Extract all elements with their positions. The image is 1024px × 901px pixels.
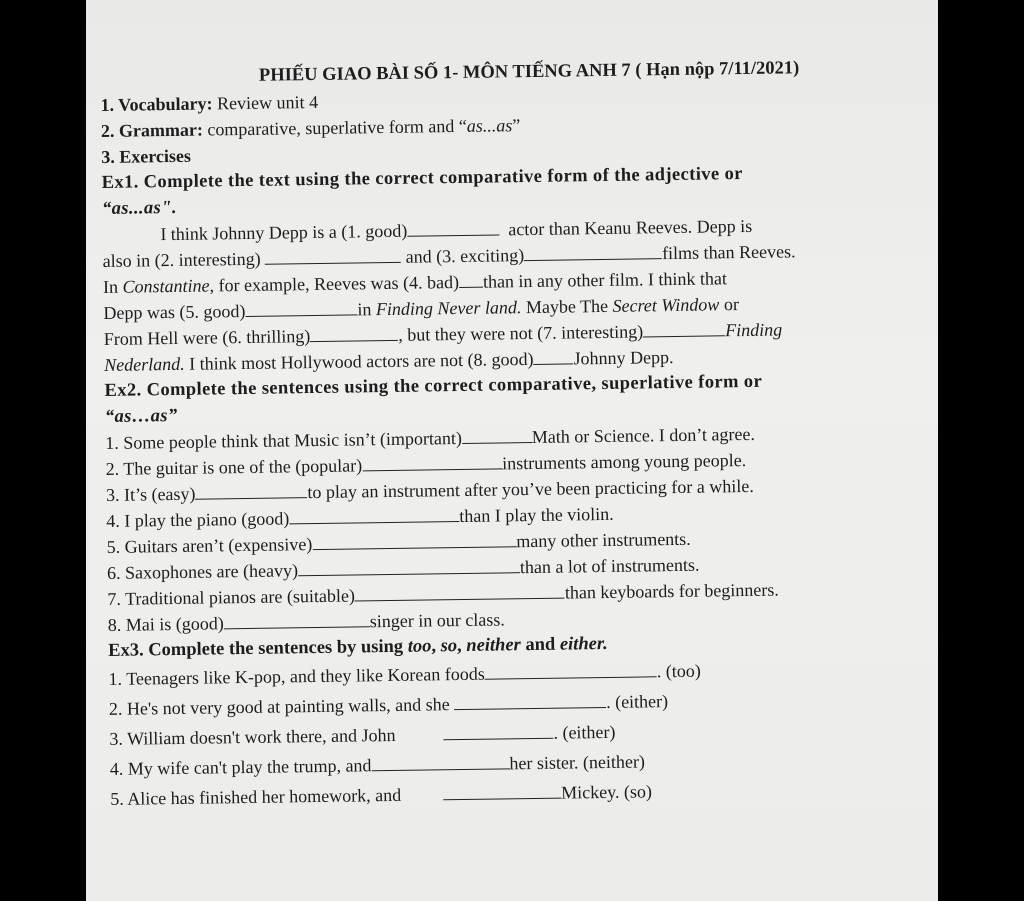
ex1-text: for example, Reeves was (4. bad): [213, 272, 460, 296]
ex2-heading: Ex2. Complete the sentences using the correct comparative, superlative form or: [104, 371, 763, 401]
ex1-text: I think most Hollywood actors are not (8. good): [184, 348, 534, 374]
ex3-item-prompt: 2. He's not very good at painting walls, and she: [108, 694, 455, 719]
ex2-item-rest: singer in our class.: [369, 609, 505, 632]
ex3-heading-word: neither: [466, 635, 521, 656]
ex1-film-title: Finding: [725, 319, 783, 341]
answer-blank[interactable]: [485, 662, 657, 679]
answer-blank-5[interactable]: [245, 300, 357, 317]
ex1-text: Depp was (5. good): [103, 300, 246, 323]
ex1-text: in: [357, 299, 377, 320]
vocabulary-text: Review unit 4: [212, 91, 319, 114]
ex1-text: than in any other film. I think that: [482, 268, 728, 292]
grammar-asas: as...as: [466, 115, 513, 136]
ex2-heading-asas: “as…as”: [104, 405, 178, 427]
answer-blank[interactable]: [443, 724, 553, 741]
ex2-item-rest: to play an instrument after you’ve been practicing for a while.: [307, 475, 754, 503]
ex1-text: I think Johnny Depp is a (1. good): [160, 220, 408, 245]
answer-blank[interactable]: [289, 507, 459, 524]
answer-blank[interactable]: [443, 784, 561, 801]
ex3-heading-text: and: [520, 634, 561, 656]
answer-blank[interactable]: [312, 532, 516, 550]
answer-blank[interactable]: [454, 693, 606, 710]
ex3-item-prompt: 3. William doesn't work there, and John: [109, 724, 396, 749]
ex1-heading-asas: “as...as".: [101, 197, 178, 219]
ex3-heading-text: ,: [431, 636, 441, 657]
ex3-item-rest: . (either): [605, 691, 669, 712]
answer-blank-6[interactable]: [310, 326, 398, 342]
ex1-text: , but they were not (7. interesting): [398, 321, 644, 345]
ex3-item-prompt: 4. My wife can't play the trump, and: [109, 755, 372, 779]
grammar-label: 2. Grammar:: [100, 119, 204, 141]
answer-blank[interactable]: [355, 584, 565, 602]
ex1-text: films than Reeves.: [661, 241, 796, 264]
grammar-close-quote: ”: [512, 115, 521, 136]
answer-blank[interactable]: [362, 454, 502, 471]
ex2-item-rest: instruments among young people.: [502, 450, 747, 474]
answer-blank-1[interactable]: [407, 220, 499, 236]
answer-blank[interactable]: [224, 612, 370, 629]
answer-blank[interactable]: [371, 754, 509, 771]
answer-blank-8[interactable]: [533, 349, 573, 365]
ex2-item-prompt: 6. Saxophones are (heavy): [106, 560, 299, 583]
ex2-item-prompt: 8. Mai is (good): [107, 613, 224, 635]
worksheet-content: [100, 54, 938, 813]
vocabulary-label: 1. Vocabulary:: [100, 93, 213, 115]
ex2-item-rest: than I play the violin.: [459, 503, 614, 527]
ex2-item-rest: than keyboards for beginners.: [564, 579, 779, 603]
ex1-film-title: Constantine,: [122, 275, 215, 297]
ex1-film-title: Secret Window: [612, 294, 720, 316]
grammar-text: comparative, superlative form and “: [202, 115, 467, 140]
answer-blank[interactable]: [195, 483, 307, 500]
answer-blank[interactable]: [462, 428, 532, 444]
exercises-label: 3. Exercises: [101, 145, 192, 167]
answer-blank-7[interactable]: [643, 321, 725, 337]
ex2-item-rest: Math or Science. I don’t agree.: [531, 423, 756, 448]
ex2-item-prompt: 5. Guitars aren’t (expensive): [106, 534, 313, 557]
ex1-text: or: [719, 294, 739, 315]
ex1-text: and (3. exciting): [405, 245, 525, 267]
ex1-text: Maybe The: [521, 295, 613, 318]
ex3-heading-text: ,: [456, 635, 467, 657]
worksheet-paper: [86, 0, 938, 901]
ex1-text: also in (2. interesting): [102, 248, 261, 271]
answer-blank-3[interactable]: [524, 244, 662, 261]
worksheet-title: PHIẾU GIAO BÀI SỐ 1- MÔN TIẾNG ANH 7 ( Hạn nộp 7/11/2021): [258, 58, 800, 86]
ex3-heading-word: so: [440, 636, 458, 657]
ex3-item-rest: her sister. (neither): [509, 751, 646, 774]
ex1-text: Johnny Depp.: [573, 347, 674, 369]
answer-blank-2[interactable]: [265, 248, 401, 265]
ex2-item-prompt: 4. I play the piano (good): [106, 508, 290, 531]
ex3-item-prompt: 5. Alice has finished her homework, and: [110, 784, 402, 809]
ex3-heading-text: Ex3. Complete the sentences by using: [108, 636, 408, 661]
answer-blank[interactable]: [298, 558, 520, 576]
ex3-item-rest: Mickey. (so): [560, 781, 653, 803]
ex2-item-prompt: 1. Some people think that Music isn’t (important): [105, 427, 462, 453]
ex1-text: actor than Keanu Reeves. Depp is: [508, 215, 753, 240]
answer-blank-4[interactable]: [459, 273, 483, 288]
ex1-text: In: [102, 276, 123, 297]
ex1-text: From Hell were (6. thrilling): [103, 326, 311, 349]
ex3-heading-word: either.: [559, 633, 608, 655]
ex2-item-rest: than a lot of instruments.: [519, 554, 700, 578]
ex1-heading: Ex1. Complete the text using the correct comparative form of the adjective or: [101, 164, 744, 193]
ex3-item-prompt: 1. Teenagers like K-pop, and they like Korean foods: [108, 663, 485, 689]
ex3-heading-word: too: [407, 636, 432, 657]
ex2-item-prompt: 2. The guitar is one of the (popular): [105, 455, 363, 479]
ex1-film-title: Nederland.: [104, 353, 185, 375]
ex1-film-title: Finding Never land.: [375, 297, 522, 320]
ex2-item-prompt: 3. It’s (easy): [105, 483, 196, 505]
ex2-item-prompt: 7. Traditional pianos are (suitable): [107, 585, 356, 609]
ex2-item-rest: many other instruments.: [516, 528, 691, 552]
ex3-item-rest: . (too): [656, 660, 701, 682]
ex3-item-rest: . (either): [553, 721, 616, 743]
